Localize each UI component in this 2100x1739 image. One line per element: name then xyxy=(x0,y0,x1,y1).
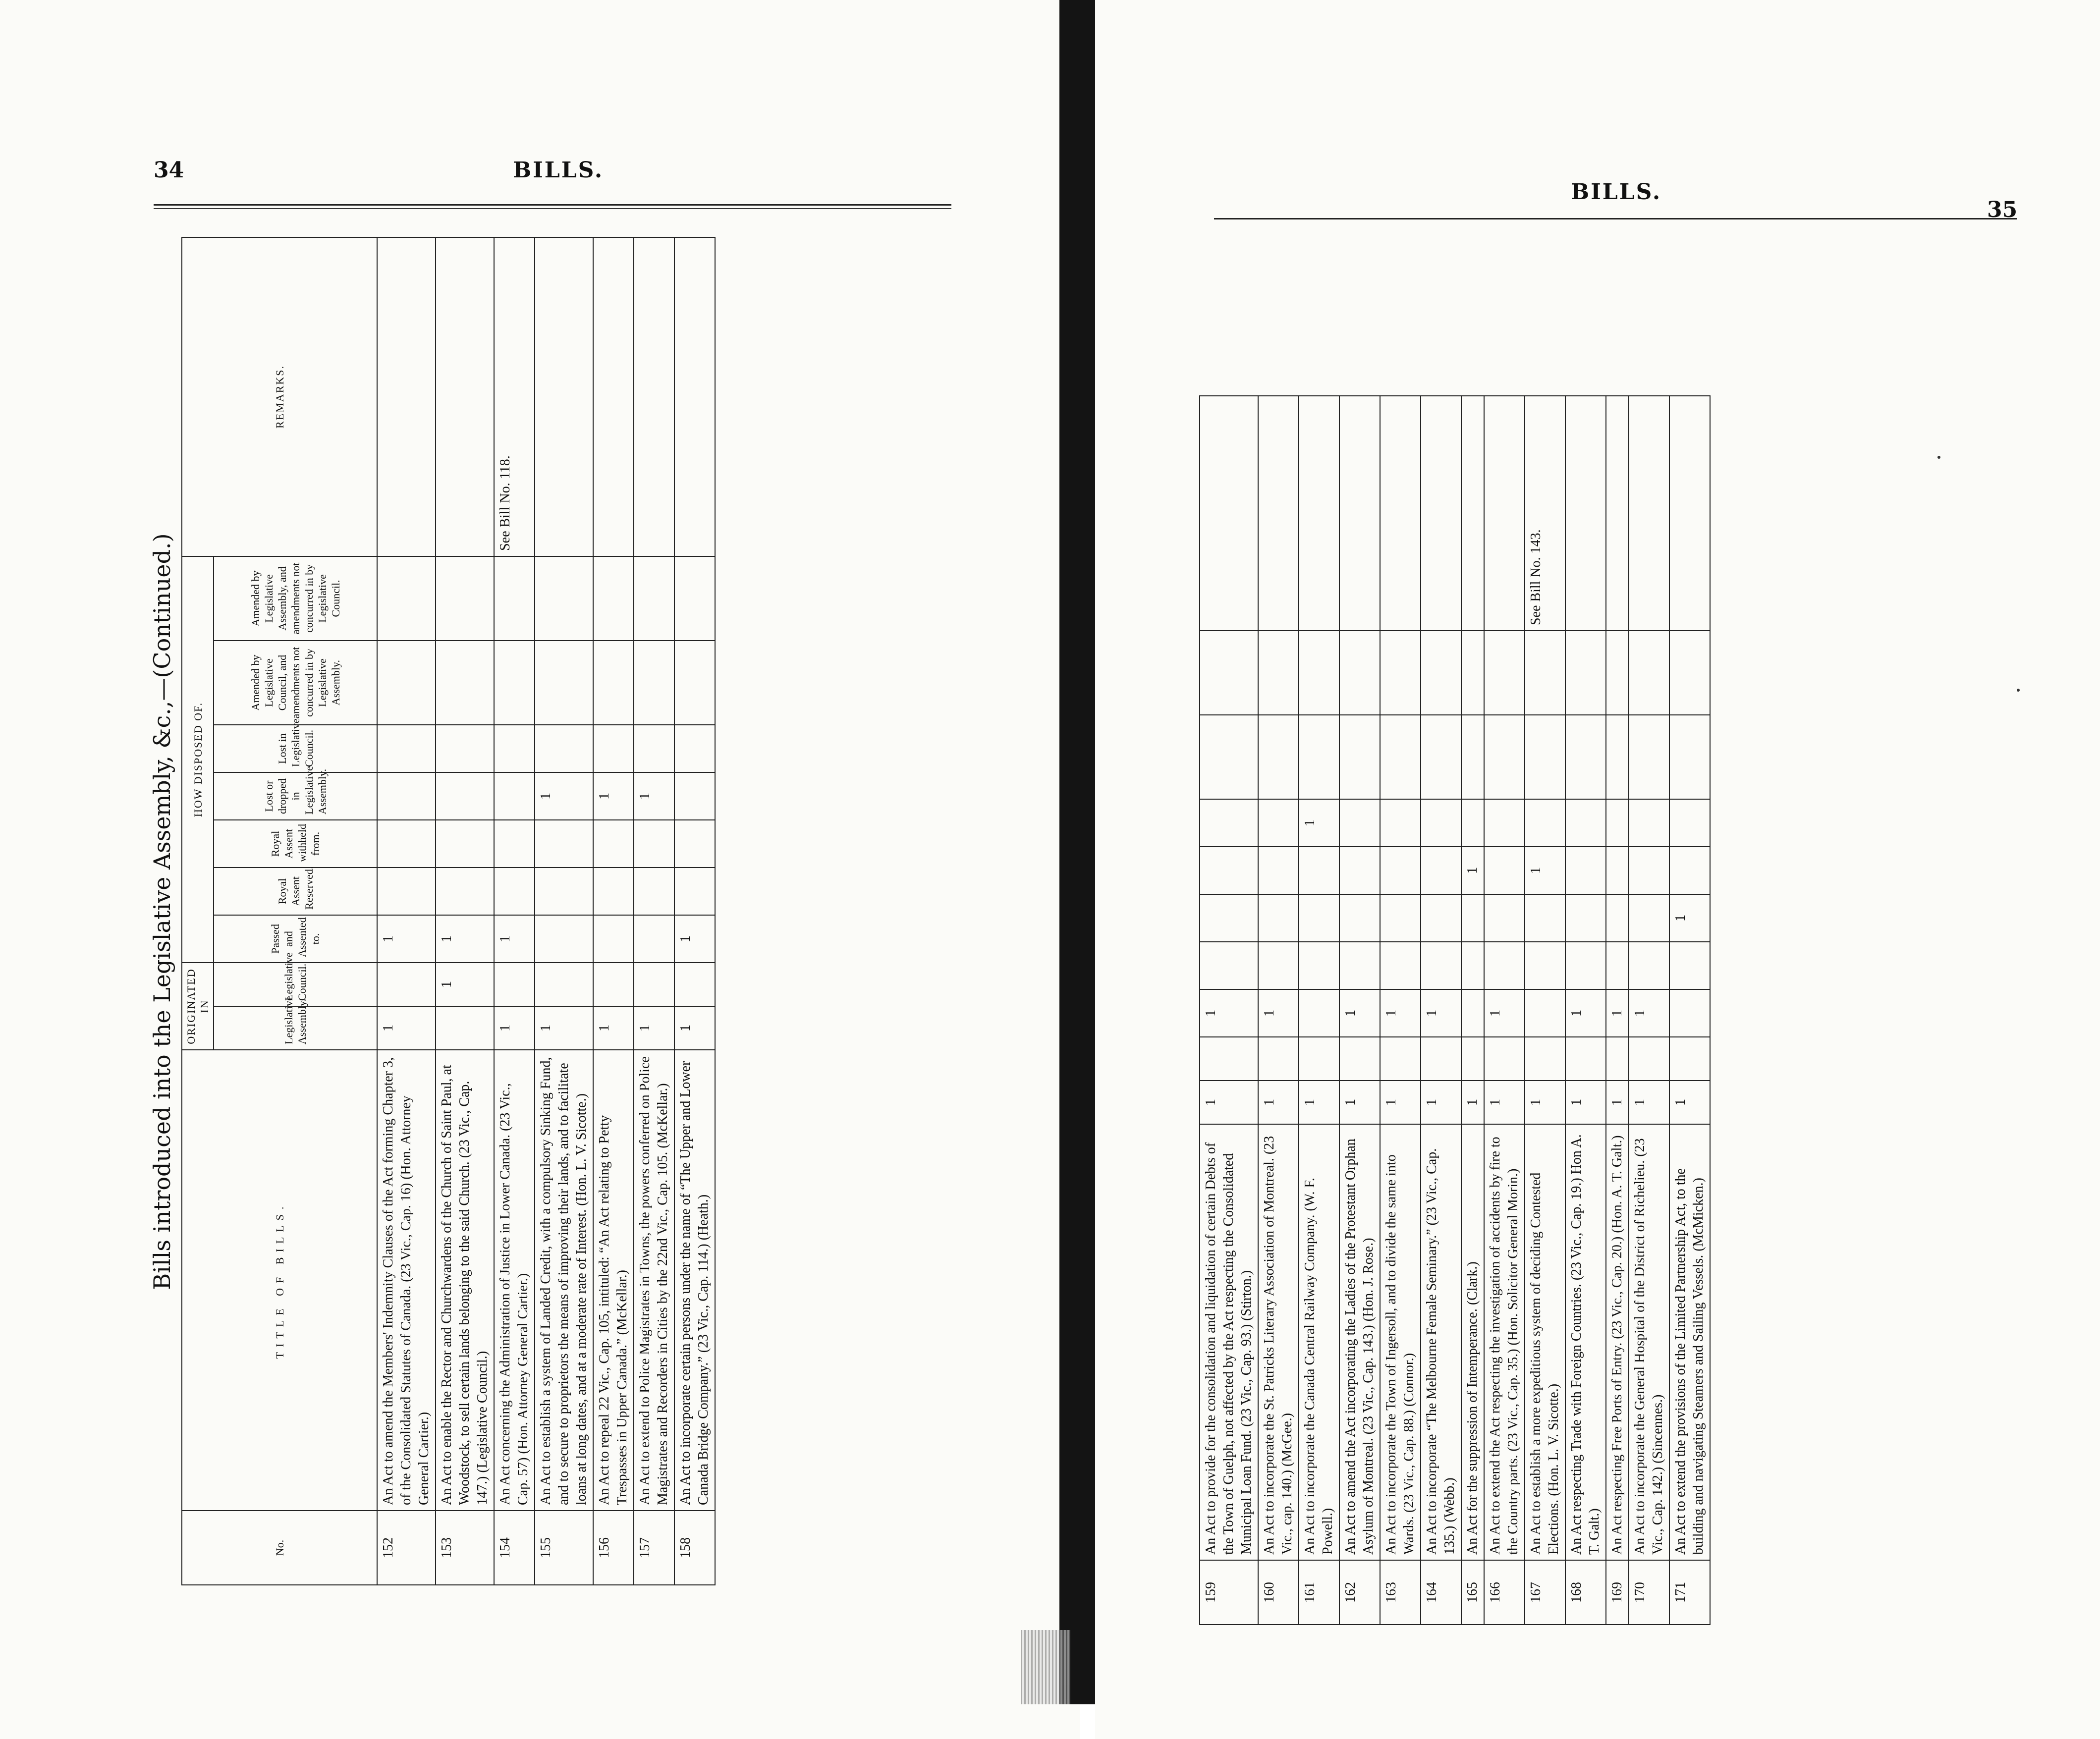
table-row xyxy=(377,237,436,1585)
col-royal-withheld: Royal Assent withheld from. xyxy=(214,820,377,868)
bill-title: An Act to extend the Act respecting the investigation of accidents by fire to the Country parts. (23 Vic., Cap. 35.) (Hon. Solicitor General Morin.) xyxy=(1484,1124,1525,1560)
mark-passed-assented: 1 xyxy=(1339,989,1380,1037)
bill-title: An Act to incorporate the Canada Central Railway Company. (W. F. Powell.) xyxy=(1299,1124,1339,1560)
mark-passed-assented: 1 xyxy=(1565,989,1606,1037)
mark-royal-withheld xyxy=(1484,894,1525,942)
mark-amended-assembly xyxy=(593,556,634,641)
mark-legislative-assembly: 1 xyxy=(634,1006,674,1050)
mark-royal-withheld xyxy=(436,820,494,868)
mark-amended-assembly xyxy=(535,556,593,641)
page-number-right: 35 xyxy=(1987,197,2018,222)
bill-remarks xyxy=(1669,396,1710,631)
mark-royal-reserved xyxy=(593,868,634,915)
mark-legislative-assembly: 1 xyxy=(1339,1081,1380,1124)
mark-legislative-council xyxy=(1629,1037,1669,1081)
mark-lost-assembly: 1 xyxy=(535,772,593,820)
mark-lost-council xyxy=(494,725,535,772)
mark-lost-assembly xyxy=(1565,847,1606,894)
mark-legislative-assembly: 1 xyxy=(1629,1081,1669,1124)
bill-number: 162 xyxy=(1339,1560,1380,1625)
bill-number: 171 xyxy=(1669,1560,1710,1625)
mark-passed-assented xyxy=(535,915,593,963)
remarks-header: REMARKS. xyxy=(182,237,377,556)
mark-legislative-council xyxy=(634,963,674,1006)
bill-number: 157 xyxy=(634,1511,674,1585)
mark-passed-assented: 1 xyxy=(1629,989,1669,1037)
mark-amended-assembly xyxy=(1525,631,1565,715)
mark-amended-assembly xyxy=(377,556,436,641)
table-row xyxy=(1565,396,1606,1625)
mark-amended-council xyxy=(1629,715,1669,799)
mark-amended-assembly xyxy=(1606,631,1629,715)
mark-amended-council xyxy=(593,641,634,725)
mark-legislative-assembly: 1 xyxy=(494,1006,535,1050)
bill-number: 167 xyxy=(1525,1560,1565,1625)
mark-lost-assembly xyxy=(1299,847,1339,894)
mark-amended-assembly xyxy=(1421,631,1461,715)
table-row xyxy=(494,237,535,1585)
col-title-header: TITLE OF BILLS. xyxy=(182,1050,377,1511)
mark-passed-assented xyxy=(1525,989,1565,1037)
bill-remarks xyxy=(1484,396,1525,631)
mark-lost-council xyxy=(1421,799,1461,847)
mark-passed-assented: 1 xyxy=(1484,989,1525,1037)
bill-title: An Act to amend the Members' Indemnity Clauses of the Act forming Chapter 3, of the Consolidated Statutes of Canada. (23 Vic., Cap. 16) (Hon. Attorney General Cartier.) xyxy=(377,1050,436,1511)
bill-title: An Act for the suppression of Intemperance. (Clark.) xyxy=(1461,1124,1484,1560)
bill-remarks xyxy=(377,237,436,556)
mark-amended-council xyxy=(1565,715,1606,799)
mark-amended-assembly xyxy=(1629,631,1669,715)
table-body-left xyxy=(377,237,715,1585)
mark-lost-council xyxy=(1565,799,1606,847)
table-caption: Bills introduced into the Legislative Assembly, &c.,—(Continued.) xyxy=(149,533,175,1290)
mark-lost-assembly xyxy=(377,772,436,820)
how-disposed-header: HOW DISPOSED OF. xyxy=(182,556,214,963)
mark-amended-council xyxy=(634,641,674,725)
page-number-left: 34 xyxy=(154,158,184,183)
table-row xyxy=(1525,396,1565,1625)
mark-legislative-council xyxy=(1200,1037,1258,1081)
mark-royal-withheld xyxy=(1421,894,1461,942)
bill-number: 166 xyxy=(1484,1560,1525,1625)
table-row xyxy=(1461,396,1484,1625)
bill-remarks: See Bill No. 143. xyxy=(1525,396,1565,631)
col-royal-reserved: Royal Assent Reserved. xyxy=(214,868,377,915)
bill-title: An Act to incorporate the General Hospital of the District of Richelieu. (23 Vic., Cap. 142.) (Sincennes.) xyxy=(1629,1124,1669,1560)
mark-amended-assembly xyxy=(436,556,494,641)
mark-passed-assented: 1 xyxy=(1606,989,1629,1037)
mark-legislative-assembly: 1 xyxy=(1565,1081,1606,1124)
mark-royal-reserved xyxy=(1299,942,1339,989)
mark-lost-council xyxy=(1461,799,1484,847)
bill-number: 158 xyxy=(674,1511,715,1585)
mark-lost-assembly xyxy=(436,772,494,820)
mark-lost-council: 1 xyxy=(1299,799,1339,847)
bill-remarks xyxy=(1629,396,1669,631)
originated-in-header: ORIGINATED IN xyxy=(182,963,214,1050)
bill-title: An Act to establish a more expeditious system of deciding Contested Elections. (Hon. L. V. Sicotte.) xyxy=(1525,1124,1565,1560)
bill-remarks xyxy=(1565,396,1606,631)
mark-royal-withheld xyxy=(1606,894,1629,942)
mark-lost-assembly xyxy=(1629,847,1669,894)
mark-legislative-assembly: 1 xyxy=(1421,1081,1461,1124)
mark-lost-assembly xyxy=(1484,847,1525,894)
book-gutter xyxy=(1059,0,1099,1704)
mark-passed-assented: 1 xyxy=(1258,989,1299,1037)
bill-number: 152 xyxy=(377,1511,436,1585)
mark-amended-council xyxy=(1606,715,1629,799)
mark-passed-assented: 1 xyxy=(1200,989,1258,1037)
mark-amended-council xyxy=(1484,715,1525,799)
mark-legislative-council xyxy=(1258,1037,1299,1081)
mark-amended-council xyxy=(1200,715,1258,799)
mark-lost-assembly xyxy=(1669,847,1710,894)
mark-legislative-council xyxy=(1565,1037,1606,1081)
bill-number: 168 xyxy=(1565,1560,1606,1625)
mark-legislative-assembly: 1 xyxy=(1606,1081,1629,1124)
mark-amended-council xyxy=(535,641,593,725)
bill-remarks xyxy=(1461,396,1484,631)
mark-royal-withheld xyxy=(1258,894,1299,942)
col-legislative-assembly: Legislative Assembly. xyxy=(214,1006,377,1050)
mark-amended-council xyxy=(1421,715,1461,799)
mark-royal-withheld xyxy=(1525,894,1565,942)
col-lost-assembly: Lost or dropped in Legislative Assembly. xyxy=(214,772,377,820)
bill-number: 156 xyxy=(593,1511,634,1585)
mark-legislative-assembly: 1 xyxy=(593,1006,634,1050)
mark-royal-withheld xyxy=(1380,894,1421,942)
bill-remarks xyxy=(674,237,715,556)
table-row xyxy=(1258,396,1299,1625)
table-row xyxy=(1200,396,1258,1625)
bill-remarks xyxy=(634,237,674,556)
bill-remarks xyxy=(1258,396,1299,631)
table-row xyxy=(1484,396,1525,1625)
table-row xyxy=(436,237,494,1585)
mark-royal-reserved xyxy=(1258,942,1299,989)
mark-amended-assembly xyxy=(674,556,715,641)
col-amended-council: Amended by Legislative Council, and amendments not concurred in by Legislative Assembly. xyxy=(214,641,377,725)
mark-lost-council xyxy=(1380,799,1421,847)
mark-legislative-council xyxy=(1606,1037,1629,1081)
bill-title: An Act respecting Trade with Foreign Countries. (23 Vic., Cap. 19.) Hon A. T. Galt.) xyxy=(1565,1124,1606,1560)
bill-title: An Act to enable the Rector and Churchwardens of the Church of Saint Paul, at Woodstock, to sell certain lands belonging to the said Church. (23 Vic., Cap. 147.) (Legislative Council.) xyxy=(436,1050,494,1511)
mark-amended-assembly xyxy=(1565,631,1606,715)
mark-lost-council xyxy=(377,725,436,772)
running-head-left: BILLS. xyxy=(513,158,604,183)
mark-passed-assented xyxy=(1669,989,1710,1037)
mark-royal-reserved xyxy=(634,868,674,915)
mark-royal-withheld: 1 xyxy=(1669,894,1710,942)
bill-title: An Act respecting Free Ports of Entry. (23 Vic., Cap. 20.) (Hon. A. T. Galt.) xyxy=(1606,1124,1629,1560)
mark-royal-reserved xyxy=(1484,942,1525,989)
table-row xyxy=(1606,396,1629,1625)
mark-lost-council xyxy=(634,725,674,772)
bill-remarks xyxy=(1421,396,1461,631)
bill-title: An Act to incorporate the St. Patricks Literary Association of Montreal. (23 Vic., cap. 140.) (McGee.) xyxy=(1258,1124,1299,1560)
mark-royal-withheld xyxy=(1629,894,1669,942)
mark-royal-reserved xyxy=(1421,942,1461,989)
mark-royal-reserved xyxy=(1200,942,1258,989)
mark-legislative-assembly: 1 xyxy=(1461,1081,1484,1124)
mark-legislative-council xyxy=(377,963,436,1006)
mark-royal-withheld xyxy=(1299,894,1339,942)
bill-number: 159 xyxy=(1200,1560,1258,1625)
mark-legislative-council xyxy=(1339,1037,1380,1081)
bill-title: An Act to provide for the consolidation and liquidation of certain Debts of the Town of Guelph, not affected by the Act respecting the Consolidated Municipal Loan Fund. (23 Vic., Cap. 93.) (Stirton.) xyxy=(1200,1124,1258,1560)
table-row xyxy=(1629,396,1669,1625)
mark-royal-withheld xyxy=(377,820,436,868)
mark-amended-assembly xyxy=(1258,631,1299,715)
col-legislative-council: Legislative Council. xyxy=(214,963,377,1006)
mark-amended-council xyxy=(1339,715,1380,799)
mark-legislative-council xyxy=(1380,1037,1421,1081)
mark-royal-reserved xyxy=(1565,942,1606,989)
mark-amended-council xyxy=(1299,715,1339,799)
top-rule-left xyxy=(154,204,951,206)
ink-speck xyxy=(1937,456,1940,459)
mark-lost-council xyxy=(1629,799,1669,847)
mark-amended-council xyxy=(1669,715,1710,799)
mark-legislative-assembly: 1 xyxy=(535,1006,593,1050)
mark-legislative-assembly: 1 xyxy=(1258,1081,1299,1124)
mark-amended-council xyxy=(1380,715,1421,799)
bill-number: 169 xyxy=(1606,1560,1629,1625)
mark-legislative-council xyxy=(1461,1037,1484,1081)
mark-lost-council xyxy=(1669,799,1710,847)
mark-lost-council xyxy=(1258,799,1299,847)
bill-title: An Act concerning the Administration of Justice in Lower Canada. (23 Vic., Cap. 57) (Hon. Attorney General Cartier.) xyxy=(494,1050,535,1511)
mark-amended-assembly xyxy=(634,556,674,641)
mark-legislative-council xyxy=(1669,1037,1710,1081)
mark-royal-withheld xyxy=(494,820,535,868)
bill-number: 153 xyxy=(436,1511,494,1585)
left-table-rotated xyxy=(149,238,716,1585)
table-row xyxy=(1421,396,1461,1625)
mark-royal-reserved xyxy=(1461,942,1484,989)
mark-passed-assented: 1 xyxy=(494,915,535,963)
bill-number: 160 xyxy=(1258,1560,1299,1625)
table-row xyxy=(1299,396,1339,1625)
mark-royal-withheld xyxy=(674,820,715,868)
mark-lost-assembly: 1 xyxy=(1525,847,1565,894)
mark-legislative-council xyxy=(494,963,535,1006)
mark-legislative-assembly: 1 xyxy=(1299,1081,1339,1124)
mark-royal-withheld xyxy=(593,820,634,868)
table-row xyxy=(1669,396,1710,1625)
mark-passed-assented xyxy=(593,915,634,963)
mark-amended-assembly xyxy=(1484,631,1525,715)
mark-lost-council xyxy=(436,725,494,772)
mark-lost-assembly xyxy=(1421,847,1461,894)
mark-royal-reserved xyxy=(1669,942,1710,989)
mark-lost-assembly: 1 xyxy=(1461,847,1484,894)
mark-royal-reserved xyxy=(494,868,535,915)
bill-remarks xyxy=(1380,396,1421,631)
col-amended-assembly: Amended by Legislative Assembly, and amendments not concurred in by Legislative Council. xyxy=(214,556,377,641)
mark-amended-council xyxy=(494,641,535,725)
bill-title: An Act to extend the provisions of the Limited Partnership Act, to the building and navigating Steamers and Sailing Vessels. (McMicken.) xyxy=(1669,1124,1710,1560)
mark-royal-reserved xyxy=(1629,942,1669,989)
table-row xyxy=(634,237,674,1585)
mark-lost-assembly: 1 xyxy=(593,772,634,820)
table-row xyxy=(593,237,634,1585)
mark-passed-assented xyxy=(1299,989,1339,1037)
mark-royal-reserved xyxy=(674,868,715,915)
table-row xyxy=(1339,396,1380,1625)
mark-lost-assembly xyxy=(1258,847,1299,894)
bills-table-right xyxy=(1199,395,1711,1625)
mark-amended-assembly xyxy=(494,556,535,641)
bill-remarks xyxy=(535,237,593,556)
mark-lost-assembly xyxy=(1200,847,1258,894)
bill-title: An Act to establish a system of Landed Credit, with a compulsory Sinking Fund, and to secure to proprietors the means of improving their lands, and to facilitate loans at long dates, and at a moderate rate of Interest. (Hon. L. V. Sicotte.) xyxy=(535,1050,593,1511)
mark-royal-withheld xyxy=(535,820,593,868)
mark-legislative-assembly: 1 xyxy=(1484,1081,1525,1124)
mark-passed-assented: 1 xyxy=(377,915,436,963)
mark-royal-withheld xyxy=(1565,894,1606,942)
bill-number: 154 xyxy=(494,1511,535,1585)
mark-amended-assembly xyxy=(1200,631,1258,715)
mark-legislative-assembly: 1 xyxy=(1525,1081,1565,1124)
bill-title: An Act to incorporate “The Melbourne Female Seminary.” (23 Vic., Cap. 135.) (Webb.) xyxy=(1421,1124,1461,1560)
mark-amended-council xyxy=(674,641,715,725)
mark-amended-assembly xyxy=(1380,631,1421,715)
bill-title: An Act to incorporate certain persons under the name of “The Upper and Lower Canada Bridge Company.” (23 Vic., Cap. 114.) (Heath.) xyxy=(674,1050,715,1511)
table-row xyxy=(535,237,593,1585)
mark-royal-withheld xyxy=(1339,894,1380,942)
mark-passed-assented: 1 xyxy=(1380,989,1421,1037)
mark-legislative-assembly: 1 xyxy=(1669,1081,1710,1124)
mark-royal-reserved xyxy=(377,868,436,915)
col-no-header: No. xyxy=(182,1511,377,1585)
mark-passed-assented: 1 xyxy=(1421,989,1461,1037)
mark-legislative-council xyxy=(593,963,634,1006)
mark-amended-council xyxy=(1525,715,1565,799)
mark-legislative-council xyxy=(674,963,715,1006)
bill-number: 164 xyxy=(1421,1560,1461,1625)
bill-remarks: See Bill No. 118. xyxy=(494,237,535,556)
page-edge-shadow xyxy=(1021,1630,1070,1704)
mark-royal-reserved xyxy=(1606,942,1629,989)
mark-lost-council xyxy=(1200,799,1258,847)
mark-passed-assented xyxy=(634,915,674,963)
mark-royal-withheld xyxy=(1461,894,1484,942)
mark-legislative-assembly: 1 xyxy=(377,1006,436,1050)
mark-amended-council xyxy=(1258,715,1299,799)
mark-legislative-council xyxy=(1421,1037,1461,1081)
bill-number: 155 xyxy=(535,1511,593,1585)
running-head-right: BILLS. xyxy=(1571,179,1662,205)
mark-royal-withheld xyxy=(1200,894,1258,942)
mark-royal-reserved xyxy=(1339,942,1380,989)
col-passed-assented: Passed and Assented to. xyxy=(214,915,377,963)
bill-remarks xyxy=(436,237,494,556)
mark-passed-assented: 1 xyxy=(674,915,715,963)
mark-royal-reserved xyxy=(1380,942,1421,989)
mark-lost-council xyxy=(1606,799,1629,847)
mark-amended-assembly xyxy=(1669,631,1710,715)
mark-royal-reserved xyxy=(1525,942,1565,989)
bill-number: 163 xyxy=(1380,1560,1421,1625)
bill-remarks xyxy=(1299,396,1339,631)
mark-lost-assembly xyxy=(674,772,715,820)
right-table-rotated xyxy=(1199,396,1711,1625)
table-row xyxy=(674,237,715,1585)
mark-lost-assembly: 1 xyxy=(634,772,674,820)
mark-amended-council xyxy=(1461,715,1484,799)
bill-remarks xyxy=(593,237,634,556)
mark-lost-council xyxy=(593,725,634,772)
bill-title: An Act to repeal 22 Vic., Cap. 105, intituled: “An Act relating to Petty Trespasses in Upper Canada.” (McKellar.) xyxy=(593,1050,634,1511)
bill-remarks xyxy=(1339,396,1380,631)
mark-legislative-council xyxy=(1299,1037,1339,1081)
mark-amended-council xyxy=(436,641,494,725)
bill-number: 161 xyxy=(1299,1560,1339,1625)
bill-title: An Act to extend to Police Magistrates in Towns, the powers conferred on Police Magistrates and Recorders in Cities by the 22nd Vic., Cap. 105. (McKellar.) xyxy=(634,1050,674,1511)
mark-legislative-assembly xyxy=(436,1006,494,1050)
bill-title: An Act to incorporate the Town of Ingersoll, and to divide the same into Wards. (23 Vic., Cap. 88.) (Connor.) xyxy=(1380,1124,1421,1560)
mark-royal-reserved xyxy=(436,868,494,915)
mark-lost-council xyxy=(1484,799,1525,847)
mark-amended-assembly xyxy=(1461,631,1484,715)
mark-royal-withheld xyxy=(634,820,674,868)
mark-legislative-council xyxy=(535,963,593,1006)
mark-lost-assembly xyxy=(1380,847,1421,894)
mark-lost-assembly xyxy=(494,772,535,820)
mark-legislative-assembly: 1 xyxy=(1380,1081,1421,1124)
bill-number: 165 xyxy=(1461,1560,1484,1625)
mark-amended-council xyxy=(377,641,436,725)
mark-legislative-council xyxy=(1484,1037,1525,1081)
mark-legislative-assembly: 1 xyxy=(1200,1081,1258,1124)
bills-table-left xyxy=(181,237,716,1585)
mark-passed-assented: 1 xyxy=(436,915,494,963)
mark-royal-reserved xyxy=(535,868,593,915)
mark-lost-council xyxy=(1339,799,1380,847)
ink-speck xyxy=(2017,689,2020,692)
mark-passed-assented xyxy=(1461,989,1484,1037)
top-rule-left-2 xyxy=(154,208,951,209)
bill-title: An Act to amend the Act incorporating the Ladies of the Protestant Orphan Asylum of Montreal. (23 Vic., Cap. 143.) (Hon. J. Rose.) xyxy=(1339,1124,1380,1560)
mark-lost-council xyxy=(1525,799,1565,847)
table-row xyxy=(1380,396,1421,1625)
col-lost-council: Lost in Legislative Council. xyxy=(214,725,377,772)
mark-lost-assembly xyxy=(1606,847,1629,894)
mark-legislative-council xyxy=(1525,1037,1565,1081)
bill-remarks xyxy=(1200,396,1258,631)
mark-amended-assembly xyxy=(1299,631,1339,715)
mark-lost-council xyxy=(535,725,593,772)
mark-legislative-council: 1 xyxy=(436,963,494,1006)
mark-lost-assembly xyxy=(1339,847,1380,894)
table-body-right xyxy=(1200,396,1710,1625)
mark-amended-assembly xyxy=(1339,631,1380,715)
bill-remarks xyxy=(1606,396,1629,631)
bill-number: 170 xyxy=(1629,1560,1669,1625)
mark-lost-council xyxy=(674,725,715,772)
top-rule-right xyxy=(1214,218,2017,219)
mark-legislative-assembly: 1 xyxy=(674,1006,715,1050)
right-page xyxy=(1095,0,2100,1739)
